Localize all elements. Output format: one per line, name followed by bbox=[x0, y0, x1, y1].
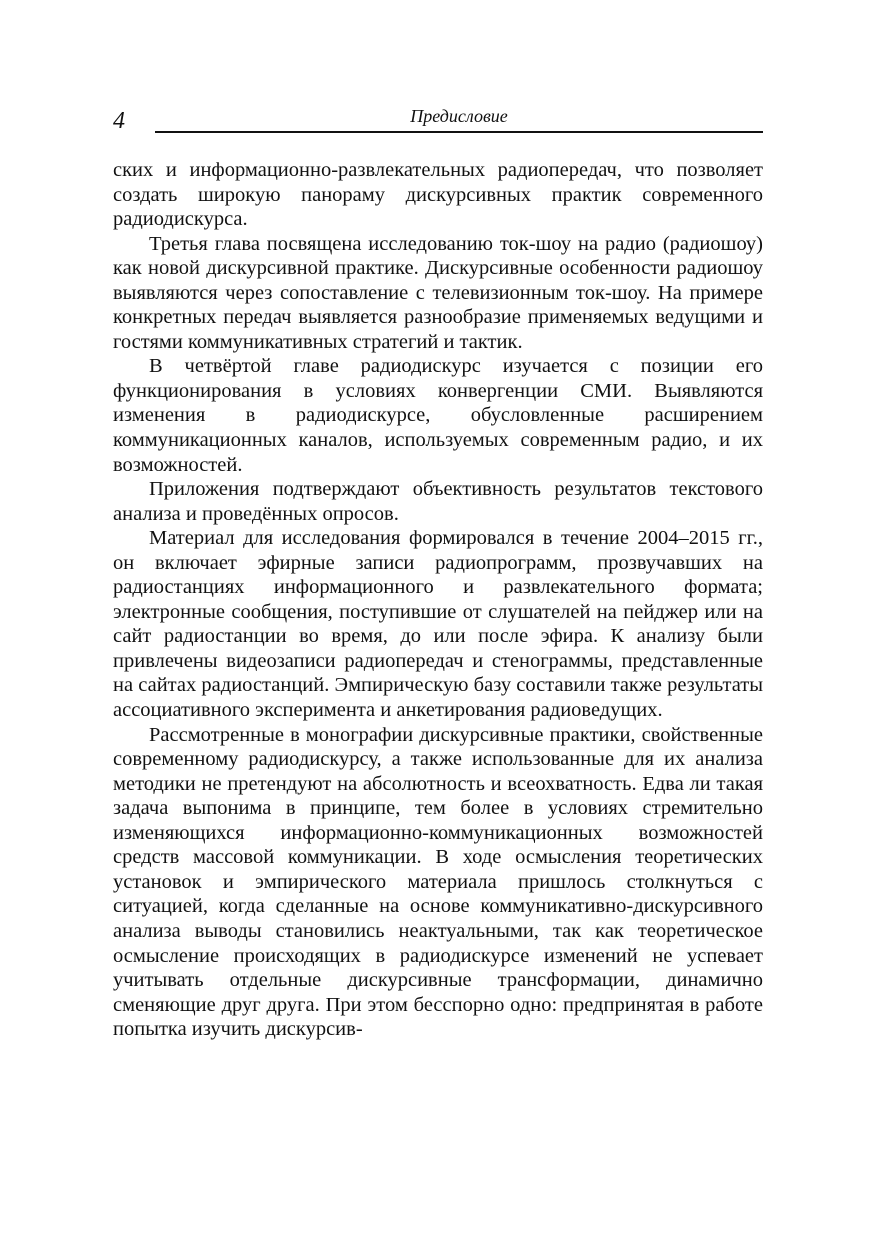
paragraph-chapter-four: В четвёртой главе радиодискурс изучается с позиции его функционирования в условиях конвергенции СМИ. Выявляются изменения в радиодискурсе, обусловленные расширением коммуникационных каналов, используемых современным радио, и их возможностей. bbox=[113, 355, 763, 476]
header-rule bbox=[155, 131, 763, 133]
body-text bbox=[113, 158, 763, 1042]
page-number: 4 bbox=[113, 108, 125, 134]
paragraph-chapter-three: Третья глава посвящена исследованию ток-шоу на радио (радиошоу) как новой дискурсивной практике. Дискурсивные особенности радиошоу выявляются через сопоставление с телевизионным ток-шоу. На примере конкретных передач выявляется разнообразие применяемых ведущими и гостями коммуникативных стратегий и тактик. bbox=[113, 232, 763, 353]
paragraph-conclusions: Рассмотренные в монографии дискурсивные практики, свойственные современному радиодискурсу, а также использованные для их анализа методики не претендуют на абсолютность и всеохватность. Едва ли такая задача выпонима в принципе, тем более в условиях стремительно изменяющихся информационно-коммуникационных возможностей средств массовой коммуникации. В ходе осмысления теоретических установок и эмпирического материала пришлось столкнуться с ситуацией, когда сделанные на основе коммуникативно-дискурсивного анализа выводы становились неактуальными, так как теоретическое осмысление происходящих в радиодискурсе изменений не успевает учитывать отдельные дискурсивные трансформации, динамично сменяющие друг друга. При этом бесспорно одно: предпринятая в работе попытка изучить дискурсив- bbox=[113, 723, 763, 1041]
paragraph-material: Материал для исследования формировался в течение 2004–2015 гг., он включает эфирные записи радиопрограмм, прозвучавших на радиостанциях информационного и развлекательного формата; электронные сообщения, поступившие от слушателей на пейджер или на сайт радиостанции во время, до или после эфира. К анализу были привлечены видеозаписи радиопередач и стенограммы, представленные на сайтах радиостанций. Эмпирическую базу составили также результаты ассоциативного эксперимента и анкетирования радиоведущих. bbox=[113, 527, 763, 722]
page-header bbox=[113, 104, 763, 134]
running-title: Предисловие bbox=[410, 106, 508, 126]
paragraph-appendices: Приложения подтверждают объективность результатов текстового анализа и проведённых опросов. bbox=[113, 478, 763, 525]
paragraph-continuation: ских и информационно-развлекательных радиопередач, что позволяет создать широкую панораму дискурсивных практик современного радиодискурса. bbox=[113, 159, 763, 231]
